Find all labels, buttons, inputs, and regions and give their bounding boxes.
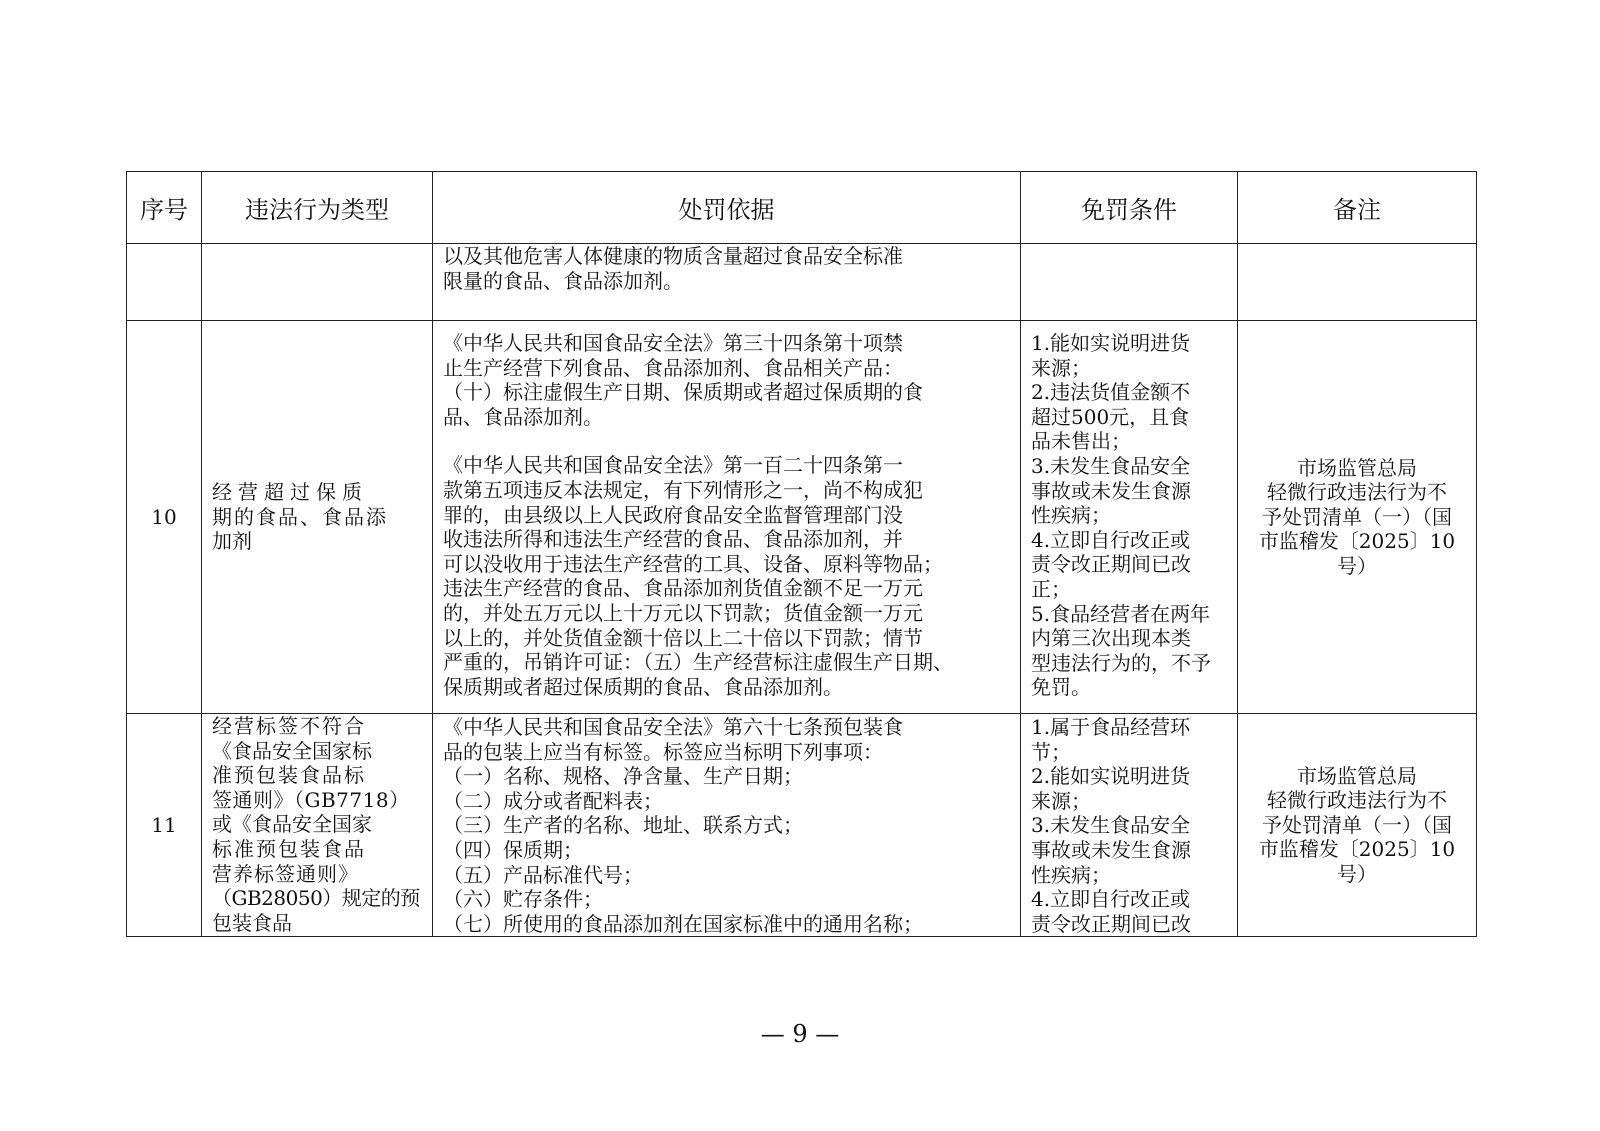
- basis-line: （七）所使用的食品添加剂在国家标准中的通用名称；: [443, 911, 923, 936]
- header-remarks: 备注: [1238, 172, 1477, 244]
- basis-line: 严重的，吊销许可证：（五）生产经营标注虚假生产日期、: [443, 650, 953, 675]
- condition-line: 2.能如实说明进货: [1031, 764, 1191, 789]
- row11-basis-cell: [433, 714, 1021, 937]
- basis-line: （二）成分或者配料表；: [443, 788, 663, 813]
- remark-line: 市监稽发〔2025〕10: [1258, 837, 1456, 862]
- condition-line: 事故或未发生食源: [1031, 837, 1191, 862]
- condition-line: 事故或未发生食源: [1031, 478, 1191, 503]
- condition-line: 4.立即自行改正或: [1031, 887, 1191, 912]
- row11-remark-cell: [1238, 714, 1477, 937]
- type-line: 加剂: [212, 529, 252, 554]
- condition-line: 责令改正期间已改: [1031, 911, 1191, 936]
- remark-line: 轻微行政违法行为不: [1267, 480, 1447, 505]
- header-violation-type: 违法行为类型: [202, 172, 433, 244]
- remark-line: 号）: [1337, 862, 1377, 887]
- condition-line: 性疾病；: [1031, 503, 1111, 528]
- condition-line: 品未售出；: [1031, 429, 1131, 454]
- type-line: 经营标签不符合: [212, 714, 366, 738]
- basis-line: 《中华人民共和国食品安全法》第三十四条第十项禁: [443, 331, 903, 355]
- basis-line: 品、食品添加剂。: [443, 404, 603, 429]
- condition-line: 型违法行为的，不予: [1031, 650, 1211, 675]
- basis-line: 以及其他危害人体健康的物质含量超过食品安全标准: [443, 244, 903, 268]
- type-line: 签通则》（GB7718）: [212, 787, 410, 812]
- condition-line: 3.未发生食品安全: [1031, 813, 1191, 838]
- basis-line: （十）标注虚假生产日期、保质期或者超过保质期的食: [443, 380, 923, 405]
- penalty-table: [126, 171, 1477, 937]
- basis-line: 以上的，并处货值金额十倍以上二十倍以下罚款；情节: [443, 625, 923, 650]
- row10-index: 10: [127, 321, 202, 714]
- cont-remark-cell: [1238, 244, 1477, 321]
- condition-line: 来源；: [1031, 788, 1091, 813]
- table-row-10: [127, 321, 1477, 714]
- basis-line: （三）生产者的名称、地址、联系方式；: [443, 813, 803, 838]
- remark-line: 号）: [1337, 553, 1377, 578]
- condition-line: 内第三次出现本类: [1031, 626, 1191, 651]
- type-line: （GB28050）规定的预: [212, 886, 420, 911]
- condition-line: 1.能如实说明进货: [1031, 331, 1191, 355]
- row10-conditions-cell: [1021, 321, 1238, 714]
- basis-line: 罪的，由县级以上人民政府食品安全监督管理部门没: [443, 502, 903, 527]
- type-line: 《食品安全国家标: [212, 738, 372, 763]
- condition-line: 责令改正期间已改: [1031, 552, 1191, 577]
- type-line: 准预包装食品标: [212, 763, 366, 788]
- remark-line: 市场监管总局: [1297, 763, 1417, 788]
- row10-remark-cell: [1238, 321, 1477, 714]
- basis-line: （一）名称、规格、净含量、生产日期；: [443, 764, 803, 789]
- cont-index-cell: [127, 244, 202, 321]
- condition-line: 1.属于食品经营环: [1031, 715, 1191, 739]
- basis-line: 保质期或者超过保质期的食品、食品添加剂。: [443, 674, 843, 699]
- header-row: [127, 172, 1477, 244]
- header-index: 序号: [127, 172, 202, 244]
- basis-line: （六）贮存条件；: [443, 887, 603, 912]
- basis-line: 止生产经营下列食品、食品添加剂、食品相关产品：: [443, 355, 903, 380]
- cont-type-cell: [202, 244, 433, 321]
- basis-line: 《中华人民共和国食品安全法》第六十七条预包装食: [443, 715, 903, 739]
- type-line: 营养标签通则》: [212, 861, 359, 886]
- condition-line: 3.未发生食品安全: [1031, 453, 1191, 478]
- row10-basis-cell: [433, 321, 1021, 714]
- basis-line: 品的包装上应当有标签。标签应当标明下列事项：: [443, 739, 883, 764]
- row11-type-cell: [202, 714, 433, 937]
- cont-conditions-cell: [1021, 244, 1238, 321]
- type-line: 或《食品安全国家: [212, 812, 372, 837]
- type-line: 期的食品、食品添: [212, 504, 388, 529]
- type-line: 标准预包装食品: [212, 836, 366, 861]
- table-row-continued: [127, 244, 1477, 321]
- condition-line: 正；: [1031, 576, 1071, 601]
- condition-line: 节；: [1031, 739, 1071, 764]
- row10-type-cell: [202, 321, 433, 714]
- basis-line: （四）保质期；: [443, 837, 583, 862]
- header-penalty-basis: 处罚依据: [433, 172, 1021, 244]
- type-line: 包装食品: [212, 910, 292, 935]
- condition-line: 5.食品经营者在两年: [1031, 601, 1211, 626]
- header-exemption-conditions: 免罚条件: [1021, 172, 1238, 244]
- row11-index: 11: [127, 714, 202, 937]
- row11-conditions-cell: [1021, 714, 1238, 937]
- condition-line: 超过500元，且食: [1031, 404, 1190, 429]
- basis-line: 收违法所得和违法生产经营的食品、食品添加剂，并: [443, 527, 903, 552]
- remark-line: 市场监管总局: [1297, 455, 1417, 480]
- cont-basis-cell: [433, 244, 1021, 321]
- basis-line: 可以没收用于违法生产经营的工具、设备、原料等物品；: [443, 551, 943, 576]
- type-line: 经营超过保质: [212, 480, 368, 505]
- condition-line: 4.立即自行改正或: [1031, 527, 1191, 552]
- basis-line: 的，并处五万元以上十万元以下罚款；货值金额一万元: [443, 600, 923, 625]
- condition-line: 性疾病；: [1031, 862, 1111, 887]
- remark-line: 轻微行政违法行为不: [1267, 788, 1447, 813]
- condition-line: 免罚。: [1031, 675, 1091, 700]
- remark-line: 予处罚清单（一）（国: [1262, 812, 1452, 837]
- basis-line: （五）产品标准代号；: [443, 862, 643, 887]
- table-row-11: [127, 714, 1477, 937]
- basis-line: 限量的食品、食品添加剂。: [443, 268, 683, 293]
- condition-line: 2.违法货值金额不: [1031, 380, 1191, 405]
- condition-line: 来源；: [1031, 355, 1091, 380]
- remark-line: 予处罚清单（一）（国: [1262, 504, 1452, 529]
- remark-line: 市监稽发〔2025〕10: [1258, 529, 1456, 554]
- page-number: — 9 —: [760, 1020, 840, 1048]
- basis-line: 款第五项违反本法规定，有下列情形之一，尚不构成犯: [443, 477, 923, 502]
- basis-line: 《中华人民共和国食品安全法》第一百二十四条第一: [443, 453, 903, 478]
- basis-line: 违法生产经营的食品、食品添加剂货值金额不足一万元: [443, 576, 923, 601]
